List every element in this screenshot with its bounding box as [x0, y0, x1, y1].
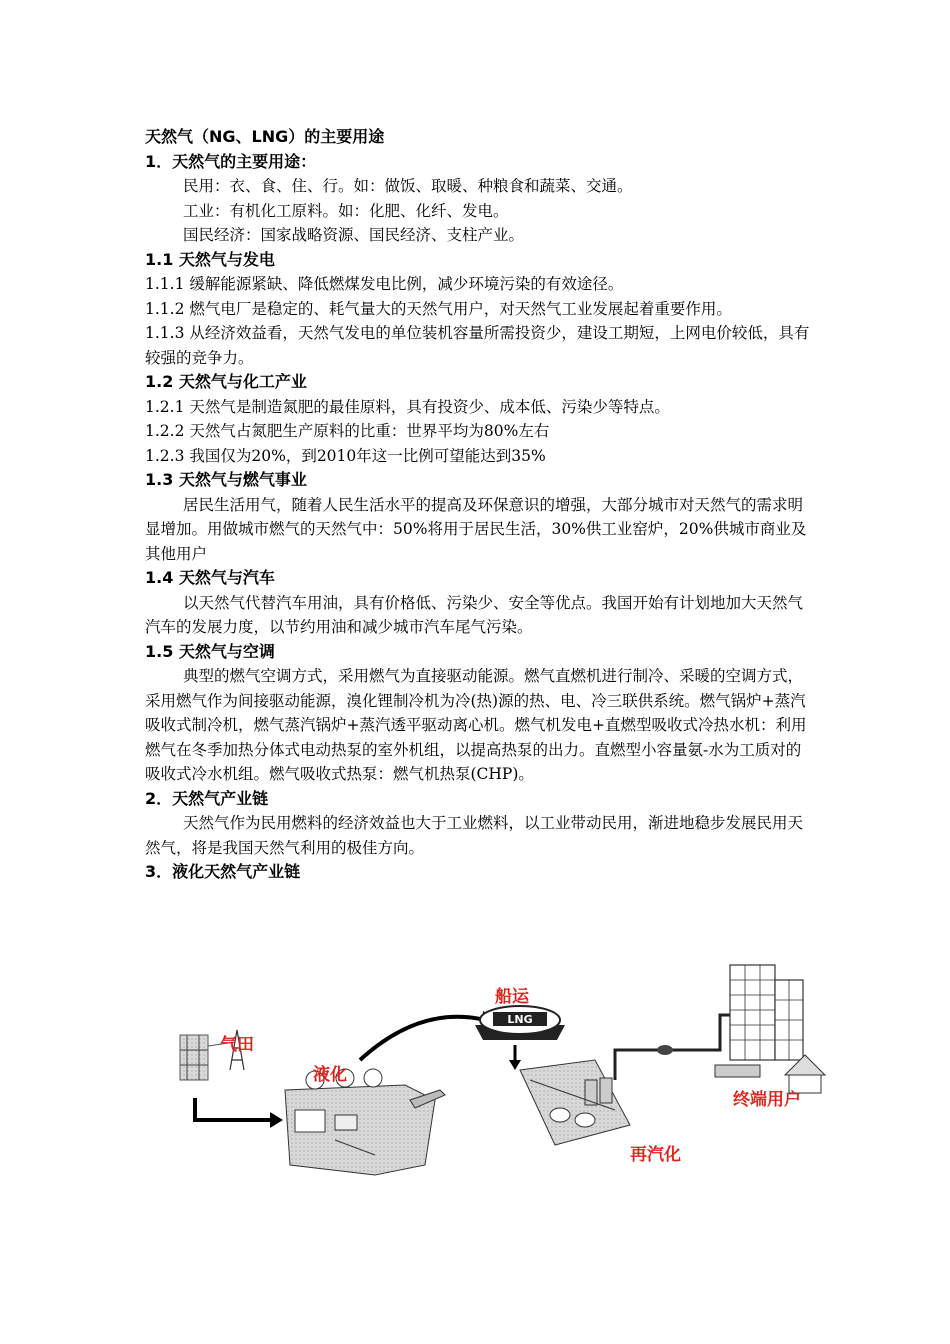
s13-paragraph: 居民生活用气，随着人民生活水平的提高及环保意识的增强，大部分城市对天然气的需求明显增加。用做城市燃气的天然气中：50%将用于居民生活，30%供工业窑炉，20%供城市商业及其他用户: [145, 495, 807, 563]
liquefaction-plant-icon: [285, 1069, 445, 1175]
document-body: [145, 125, 810, 885]
section-1-2-heading: 1.2 天然气与化工产业: [145, 372, 307, 391]
section-2-heading: 2．天然气产业链: [145, 788, 269, 808]
pipeline-valve: [657, 1045, 673, 1055]
flow-arrow-1: [195, 1098, 270, 1120]
s12-paragraph-3: 1.2.3 我国仅为20%，到2010年这一比例可望能达到35%: [145, 446, 546, 465]
label-shipping: 船运: [495, 987, 529, 1007]
section-1-1-heading: 1.1 天然气与发电: [145, 249, 275, 269]
flow-arrow-1-head: [270, 1112, 283, 1128]
s11-paragraph-3: 1.1.3 从经济效益看，天然气发电的单位装机容量所需投资少，建设工期短，上网电价较低，具有较强的竞争力。: [145, 324, 810, 367]
label-end-user: 终端用户: [733, 1090, 801, 1110]
s2-paragraph: 天然气作为民用燃料的经济效益也大于工业燃料，以工业带动民用，渐进地稳步发展民用天然气，将是我国天然气利用的极佳方向。: [145, 814, 804, 857]
s14-paragraph: 以天然气代替汽车用油，具有价格低、污染少、安全等优点。我国开始有计划地加大天然气汽车的发展力度，以节约用油和减少城市汽车尾气污染。: [145, 593, 804, 636]
section-1-3-heading: 1.3 天然气与燃气事业: [145, 470, 307, 489]
s1-line-civil: 民用：衣、食、住、行。如：做饭、取暖、种粮食和蔬菜、交通。: [183, 177, 633, 195]
lng-chain-figure: [175, 950, 835, 1180]
end-user-buildings-icon: [715, 965, 825, 1093]
flow-arrow-3-head: [509, 1060, 521, 1070]
s12-paragraph-2: 1.2.2 天然气占氮肥生产原料的比重：世界平均为80%左右: [145, 422, 550, 440]
section-1-5-heading: 1.5 天然气与空调: [145, 641, 275, 661]
s1-line-industry: 工业：有机化工原料。如：化肥、化纤、发电。: [183, 201, 509, 220]
section-3-heading: 3．液化天然气产业链: [145, 862, 301, 881]
lng-ship-icon: [475, 1006, 565, 1040]
s11-paragraph-1: 1.1.1 缓解能源紧缺、降低燃煤发电比例，减少环境污染的有效途径。: [145, 275, 624, 293]
s12-paragraph-1: 1.2.1 天然气是制造氮肥的最佳原料，具有投资少、成本低、污染少等特点。: [145, 397, 670, 416]
label-liquefaction: 液化: [313, 1065, 347, 1085]
flow-arrow-2: [360, 1017, 485, 1060]
section-1-heading: 1．天然气的主要用途：: [145, 151, 317, 171]
ship-lng-mark: LNG: [507, 1013, 533, 1026]
s1-line-economy: 国民经济：国家战略资源、国民经济、支柱产业。: [183, 226, 525, 244]
section-1-4-heading: 1.4 天然气与汽车: [145, 568, 275, 587]
label-gas-field: 气田: [220, 1035, 254, 1055]
document-title: 天然气（NG、LNG）的主要用途: [145, 127, 385, 146]
label-regasification: 再汽化: [630, 1145, 681, 1165]
s11-paragraph-2: 1.1.2 燃气电厂是稳定的、耗气量大的天然气用户，对天然气工业发展起着重要作用。: [145, 299, 732, 318]
s15-paragraph: 典型的燃气空调方式，采用燃气为直接驱动能源。燃气直燃机进行制冷、采暖的空调方式，采用燃气作为间接驱动能源，溴化锂制冷机为冷(热)源的热、电、冷三联供系统。燃气锅炉+蒸汽吸收式制冷机，燃气蒸汽锅炉+蒸汽透平驱动离心机。燃气机发电+直燃型吸收式冷热水机：利用燃气在冬季加热分体式电动热泵的室外机组，以提高热泵的出力。直燃型小容量氨-水为工质对的吸收式冷水机组。燃气吸收式热泵：燃气机热泵(CHP)。: [145, 667, 807, 783]
